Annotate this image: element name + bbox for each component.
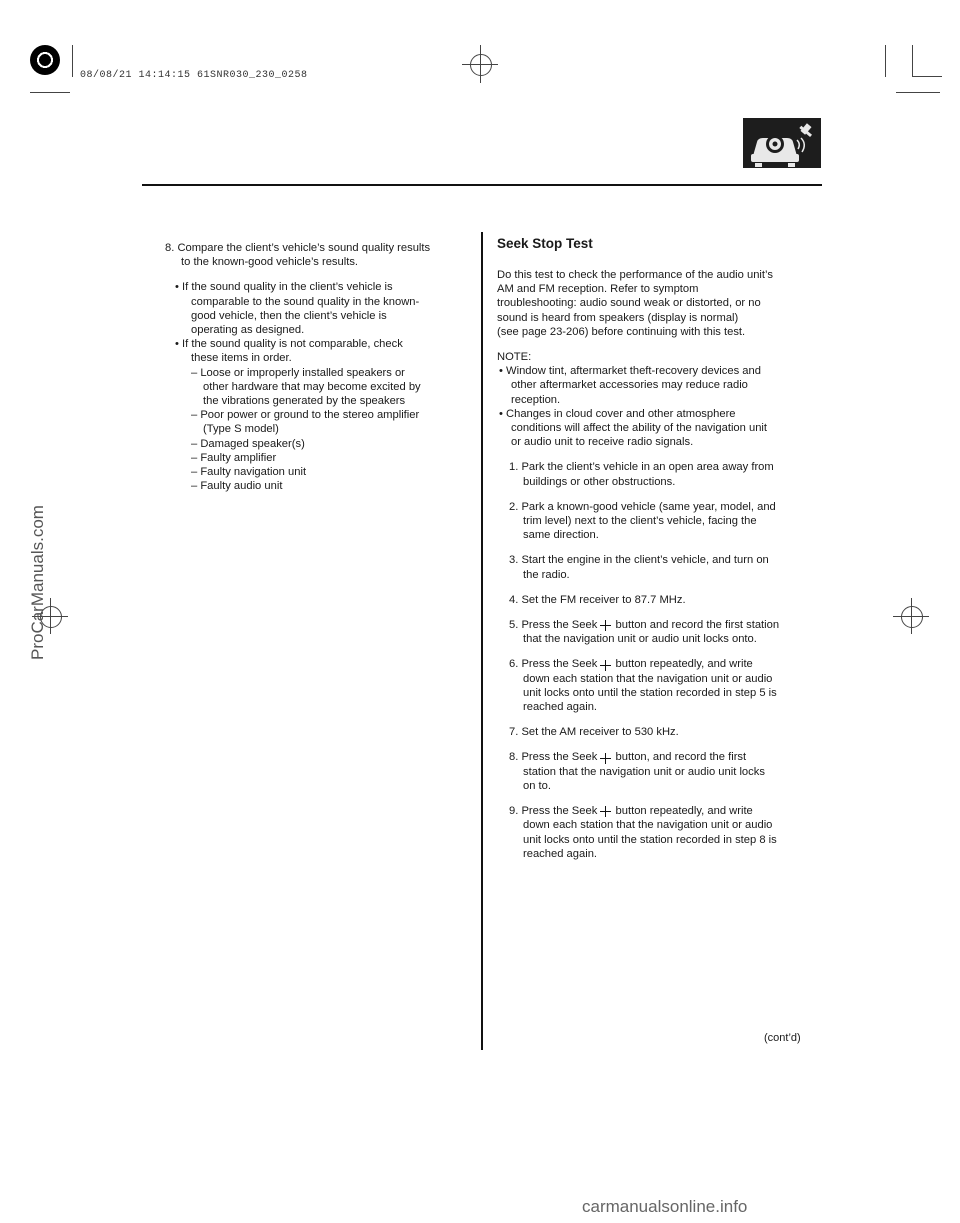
text-line bbox=[509, 750, 817, 764]
text-line: that the navigation unit or audio unit locks onto. bbox=[523, 633, 757, 646]
text-line: other hardware that may become excited by bbox=[203, 380, 421, 393]
text-line: • Changes in cloud cover and other atmosphere bbox=[499, 407, 736, 420]
continued-label: (cont’d) bbox=[764, 1032, 801, 1044]
step-text: button repeatedly, and write bbox=[615, 658, 753, 671]
crosshair-top-v bbox=[480, 45, 481, 83]
crop-line bbox=[72, 45, 73, 77]
step-4 bbox=[509, 593, 817, 607]
note-label: NOTE: bbox=[497, 351, 532, 364]
intro-paragraph bbox=[497, 268, 817, 339]
text-line: on to. bbox=[523, 779, 551, 792]
step-text: 8. Press the Seek bbox=[509, 751, 598, 764]
text-line: – Faulty amplifier bbox=[191, 451, 277, 464]
text-line: (Type S model) bbox=[203, 423, 279, 436]
text-line: station that the navigation unit or audio unit locks bbox=[523, 765, 765, 778]
step-text: 9. Press the Seek bbox=[509, 805, 598, 818]
text-line: or audio unit to receive radio signals. bbox=[511, 436, 694, 449]
text-line bbox=[509, 657, 817, 671]
text-line: down each station that the navigation unit or audio bbox=[523, 819, 773, 832]
text-line: – Damaged speaker(s) bbox=[191, 437, 305, 450]
step-8-compare bbox=[165, 241, 475, 269]
text-line: (see page 23-206) before continuing with this test. bbox=[497, 325, 746, 338]
step-2 bbox=[509, 500, 817, 543]
left-column bbox=[165, 241, 475, 493]
section-title: Seek Stop Test bbox=[497, 236, 593, 251]
text-line: – Faulty audio unit bbox=[191, 480, 283, 493]
plus-icon bbox=[600, 660, 612, 670]
plus-icon bbox=[600, 806, 612, 816]
text-line: – Faulty navigation unit bbox=[191, 466, 307, 479]
text-line: 1. Park the client’s vehicle in an open area away from bbox=[509, 461, 774, 474]
text-line: unit locks onto until the station recorded in step 8 is bbox=[523, 833, 777, 846]
step-7 bbox=[509, 725, 817, 739]
text-line: operating as designed. bbox=[191, 324, 305, 337]
text-line: 8. Compare the client’s vehicle’s sound quality results bbox=[165, 242, 431, 254]
right-column bbox=[497, 268, 817, 861]
text-line: • If the sound quality is not comparable, check bbox=[175, 338, 403, 351]
step-text: 6. Press the Seek bbox=[509, 658, 598, 671]
steps-list bbox=[497, 460, 817, 860]
text-line: comparable to the sound quality in the known- bbox=[191, 295, 420, 308]
text-line: 4. Set the FM receiver to 87.7 MHz. bbox=[509, 593, 686, 606]
text-line: reached again. bbox=[523, 847, 598, 860]
side-watermark: ProCarManuals.com bbox=[28, 505, 47, 660]
plus-icon bbox=[600, 620, 612, 630]
text-line: reception. bbox=[511, 393, 561, 406]
text-line: reached again. bbox=[523, 701, 598, 714]
text-line: other aftermarket accessories may reduce radio bbox=[511, 379, 748, 392]
text-line: trim level) next to the client’s vehicle, facing the bbox=[523, 515, 757, 528]
crosshair-left-v bbox=[50, 598, 51, 634]
registration-mark-top-left bbox=[30, 45, 60, 75]
text-line: these items in order. bbox=[191, 352, 292, 365]
text-line: 7. Set the AM receiver to 530 kHz. bbox=[509, 726, 679, 739]
text-line: • Window tint, aftermarket theft-recovery devices and bbox=[499, 365, 761, 378]
text-line: down each station that the navigation unit or audio bbox=[523, 672, 773, 685]
step-6 bbox=[509, 657, 817, 714]
text-line: buildings or other obstructions. bbox=[523, 475, 676, 488]
step-1 bbox=[509, 460, 817, 488]
crosshair-right-v bbox=[911, 598, 912, 634]
header-rule bbox=[142, 184, 822, 186]
text-line bbox=[509, 618, 817, 632]
crosshair-right bbox=[901, 606, 923, 628]
print-stamp: 08/08/21 14:14:15 61SNR030_230_0258 bbox=[80, 70, 308, 81]
text-line: Do this test to check the performance of the audio unit’s bbox=[497, 269, 773, 281]
crop-line bbox=[912, 45, 913, 77]
text-line: sound is heard from speakers (display is normal) bbox=[497, 311, 739, 324]
step-text: 5. Press the Seek bbox=[509, 619, 598, 632]
column-divider bbox=[481, 232, 483, 1050]
crop-line bbox=[885, 45, 886, 77]
text-line: the vibrations generated by the speakers bbox=[203, 395, 406, 408]
text-line: same direction. bbox=[523, 529, 599, 542]
plus-icon bbox=[600, 753, 612, 763]
text-line: troubleshooting: audio sound weak or distorted, or no bbox=[497, 297, 761, 310]
note-block bbox=[497, 350, 817, 449]
step-5 bbox=[509, 618, 817, 646]
text-line: conditions will affect the ability of the navigation unit bbox=[511, 422, 768, 435]
crop-line bbox=[912, 76, 942, 77]
text-line: good vehicle, then the client’s vehicle is bbox=[191, 309, 387, 322]
text-line bbox=[509, 804, 817, 818]
text-line: • If the sound quality in the client’s vehicle is bbox=[175, 281, 393, 294]
text-line: 2. Park a known-good vehicle (same year, model, and bbox=[509, 500, 776, 513]
step-8 bbox=[509, 750, 817, 793]
text-line: unit locks onto until the station recorded in step 5 is bbox=[523, 686, 777, 699]
step-9 bbox=[509, 804, 817, 861]
bullet-comparable bbox=[165, 280, 475, 337]
step-text: button and record the first station bbox=[615, 619, 780, 632]
text-line: AM and FM reception. Refer to symptom bbox=[497, 283, 699, 296]
bullet-not-comparable bbox=[165, 337, 475, 493]
text-line: to the known-good vehicle’s results. bbox=[181, 256, 359, 269]
step-text: button, and record the first bbox=[615, 751, 747, 764]
car-audio-satellite-icon bbox=[743, 118, 821, 168]
text-line: 3. Start the engine in the client’s vehicle, and turn on bbox=[509, 554, 769, 567]
crosshair-top bbox=[470, 54, 492, 76]
text-line: the radio. bbox=[523, 568, 570, 581]
text-line: – Poor power or ground to the stereo amplifier bbox=[191, 409, 420, 422]
crop-line bbox=[30, 92, 70, 93]
step-text: button repeatedly, and write bbox=[615, 805, 753, 818]
step-3 bbox=[509, 553, 817, 581]
text-line: – Loose or improperly installed speakers or bbox=[191, 366, 405, 379]
footer-watermark: carmanualsonline.info bbox=[582, 1197, 748, 1216]
crop-line bbox=[896, 92, 940, 93]
